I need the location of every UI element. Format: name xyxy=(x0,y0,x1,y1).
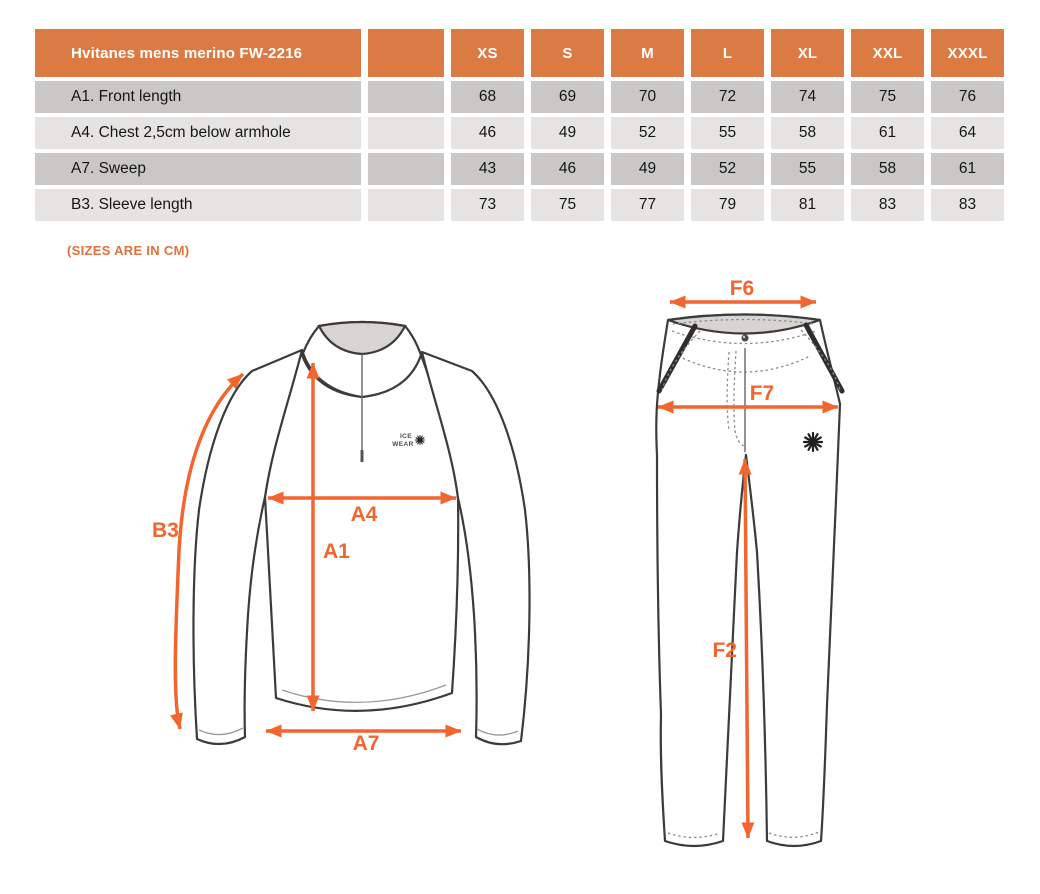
label-b3: B3 xyxy=(152,519,179,542)
value-cell: 49 xyxy=(611,153,684,185)
size-header-s: S xyxy=(531,29,604,77)
size-table xyxy=(35,29,1004,221)
svg-text:WEAR: WEAR xyxy=(392,441,414,448)
shirt-drawing xyxy=(152,322,530,755)
row-label-front-length: A1. Front length xyxy=(35,81,361,113)
waist-button-highlight xyxy=(743,336,745,338)
waist-button xyxy=(741,334,748,341)
value-cell: 52 xyxy=(611,117,684,149)
value-cell: 46 xyxy=(531,153,604,185)
value-cell: 55 xyxy=(771,153,844,185)
value-cell: 49 xyxy=(531,117,604,149)
row-spacer xyxy=(368,81,444,113)
label-a4: A4 xyxy=(350,503,378,526)
row-spacer xyxy=(368,153,444,185)
size-header-xxxl: XXXL xyxy=(931,29,1004,77)
pants-f2-inseam-arrow xyxy=(745,459,748,838)
value-cell: 72 xyxy=(691,81,764,113)
value-cell: 55 xyxy=(691,117,764,149)
label-f2: F2 xyxy=(712,639,737,662)
row-label-sweep: A7. Sweep xyxy=(35,153,361,185)
value-cell: 77 xyxy=(611,189,684,221)
value-cell: 64 xyxy=(931,117,1004,149)
table-title: Hvitanes mens merino FW-2216 xyxy=(35,29,361,77)
label-a7: A7 xyxy=(352,732,380,755)
label-f7: F7 xyxy=(749,382,775,405)
value-cell: 70 xyxy=(611,81,684,113)
measurement-diagram xyxy=(0,270,1040,894)
value-cell: 73 xyxy=(451,189,524,221)
value-cell: 69 xyxy=(531,81,604,113)
pants-drawing xyxy=(656,277,842,846)
value-cell: 75 xyxy=(851,81,924,113)
size-header-m: M xyxy=(611,29,684,77)
label-a1: A1 xyxy=(323,540,350,563)
value-cell: 81 xyxy=(771,189,844,221)
value-cell: 52 xyxy=(691,153,764,185)
value-cell: 43 xyxy=(451,153,524,185)
value-cell: 76 xyxy=(931,81,1004,113)
value-cell: 46 xyxy=(451,117,524,149)
value-cell: 83 xyxy=(931,189,1004,221)
sizes-unit-note: (SIZES ARE IN CM) xyxy=(67,243,190,258)
value-cell: 68 xyxy=(451,81,524,113)
label-f6: F6 xyxy=(729,277,755,300)
value-cell: 75 xyxy=(531,189,604,221)
size-header-xs: XS xyxy=(451,29,524,77)
table-header-spacer xyxy=(368,29,444,77)
row-label-sleeve-length: B3. Sleeve length xyxy=(35,189,361,221)
row-label-chest: A4. Chest 2,5cm below armhole xyxy=(35,117,361,149)
value-cell: 58 xyxy=(851,153,924,185)
size-header-xl: XL xyxy=(771,29,844,77)
size-header-l: L xyxy=(691,29,764,77)
value-cell: 58 xyxy=(771,117,844,149)
size-header-xxl: XXL xyxy=(851,29,924,77)
value-cell: 74 xyxy=(771,81,844,113)
row-spacer xyxy=(368,117,444,149)
value-cell: 61 xyxy=(931,153,1004,185)
value-cell: 83 xyxy=(851,189,924,221)
svg-text:ICE: ICE xyxy=(399,433,413,440)
value-cell: 79 xyxy=(691,189,764,221)
row-spacer xyxy=(368,189,444,221)
value-cell: 61 xyxy=(851,117,924,149)
